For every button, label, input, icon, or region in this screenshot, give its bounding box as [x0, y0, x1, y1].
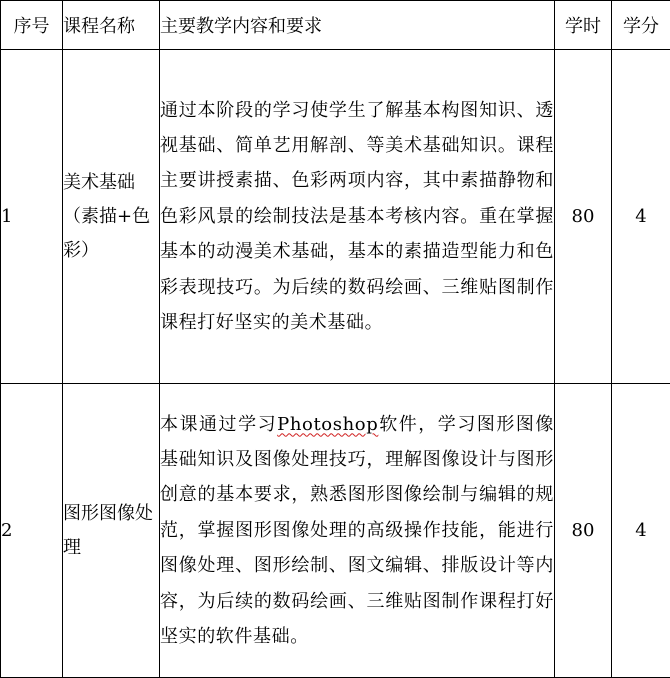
course-description: 通过本阶段的学习使学生了解基本构图知识、透视基础、简单艺用解剖、等美术基础知识。课程主要讲授素描、色彩两项内容，其中素描静物和色彩风景的绘制技法是基本考核内容。重在掌握基本的动漫美术基础，基本的素描造型能力和色彩表现技巧。为后续的数码绘画、三维贴图制作课程打好坚实的美术基础。: [160, 50, 555, 384]
table-row: [1, 384, 670, 678]
row-number: 2: [1, 384, 63, 678]
course-hours: 80: [555, 50, 612, 384]
header-hours: 学时: [555, 1, 612, 50]
header-content: 主要教学内容和要求: [160, 1, 555, 50]
row-number: 1: [1, 50, 63, 384]
table-row: [1, 50, 670, 384]
description-text-start: 本课通过学习: [160, 414, 277, 435]
course-description: [160, 384, 555, 678]
header-credits: 学分: [612, 1, 670, 50]
course-name: 美术基础（素描+色彩）: [63, 50, 160, 384]
spellcheck-marked-word: Photoshop: [277, 414, 378, 435]
description-text-end: 软件，学习图形图像基础知识及图像处理技巧，理解图像设计与图形创意的基本要求，熟悉图形图像绘制与编辑的规范，掌握图形图像处理的高级操作技能，能进行图像处理、图形绘制、图文编辑、排版设计等内容，为后续的数码绘画、三维贴图制作课程打好坚实的软件基础。: [160, 414, 554, 647]
course-name: 图形图像处理: [63, 384, 160, 678]
course-credits: 4: [612, 50, 670, 384]
header-course-name: 课程名称: [63, 1, 160, 50]
course-hours: 80: [555, 384, 612, 678]
course-credits: 4: [612, 384, 670, 678]
header-row: [1, 1, 670, 50]
header-number: 序号: [1, 1, 63, 50]
